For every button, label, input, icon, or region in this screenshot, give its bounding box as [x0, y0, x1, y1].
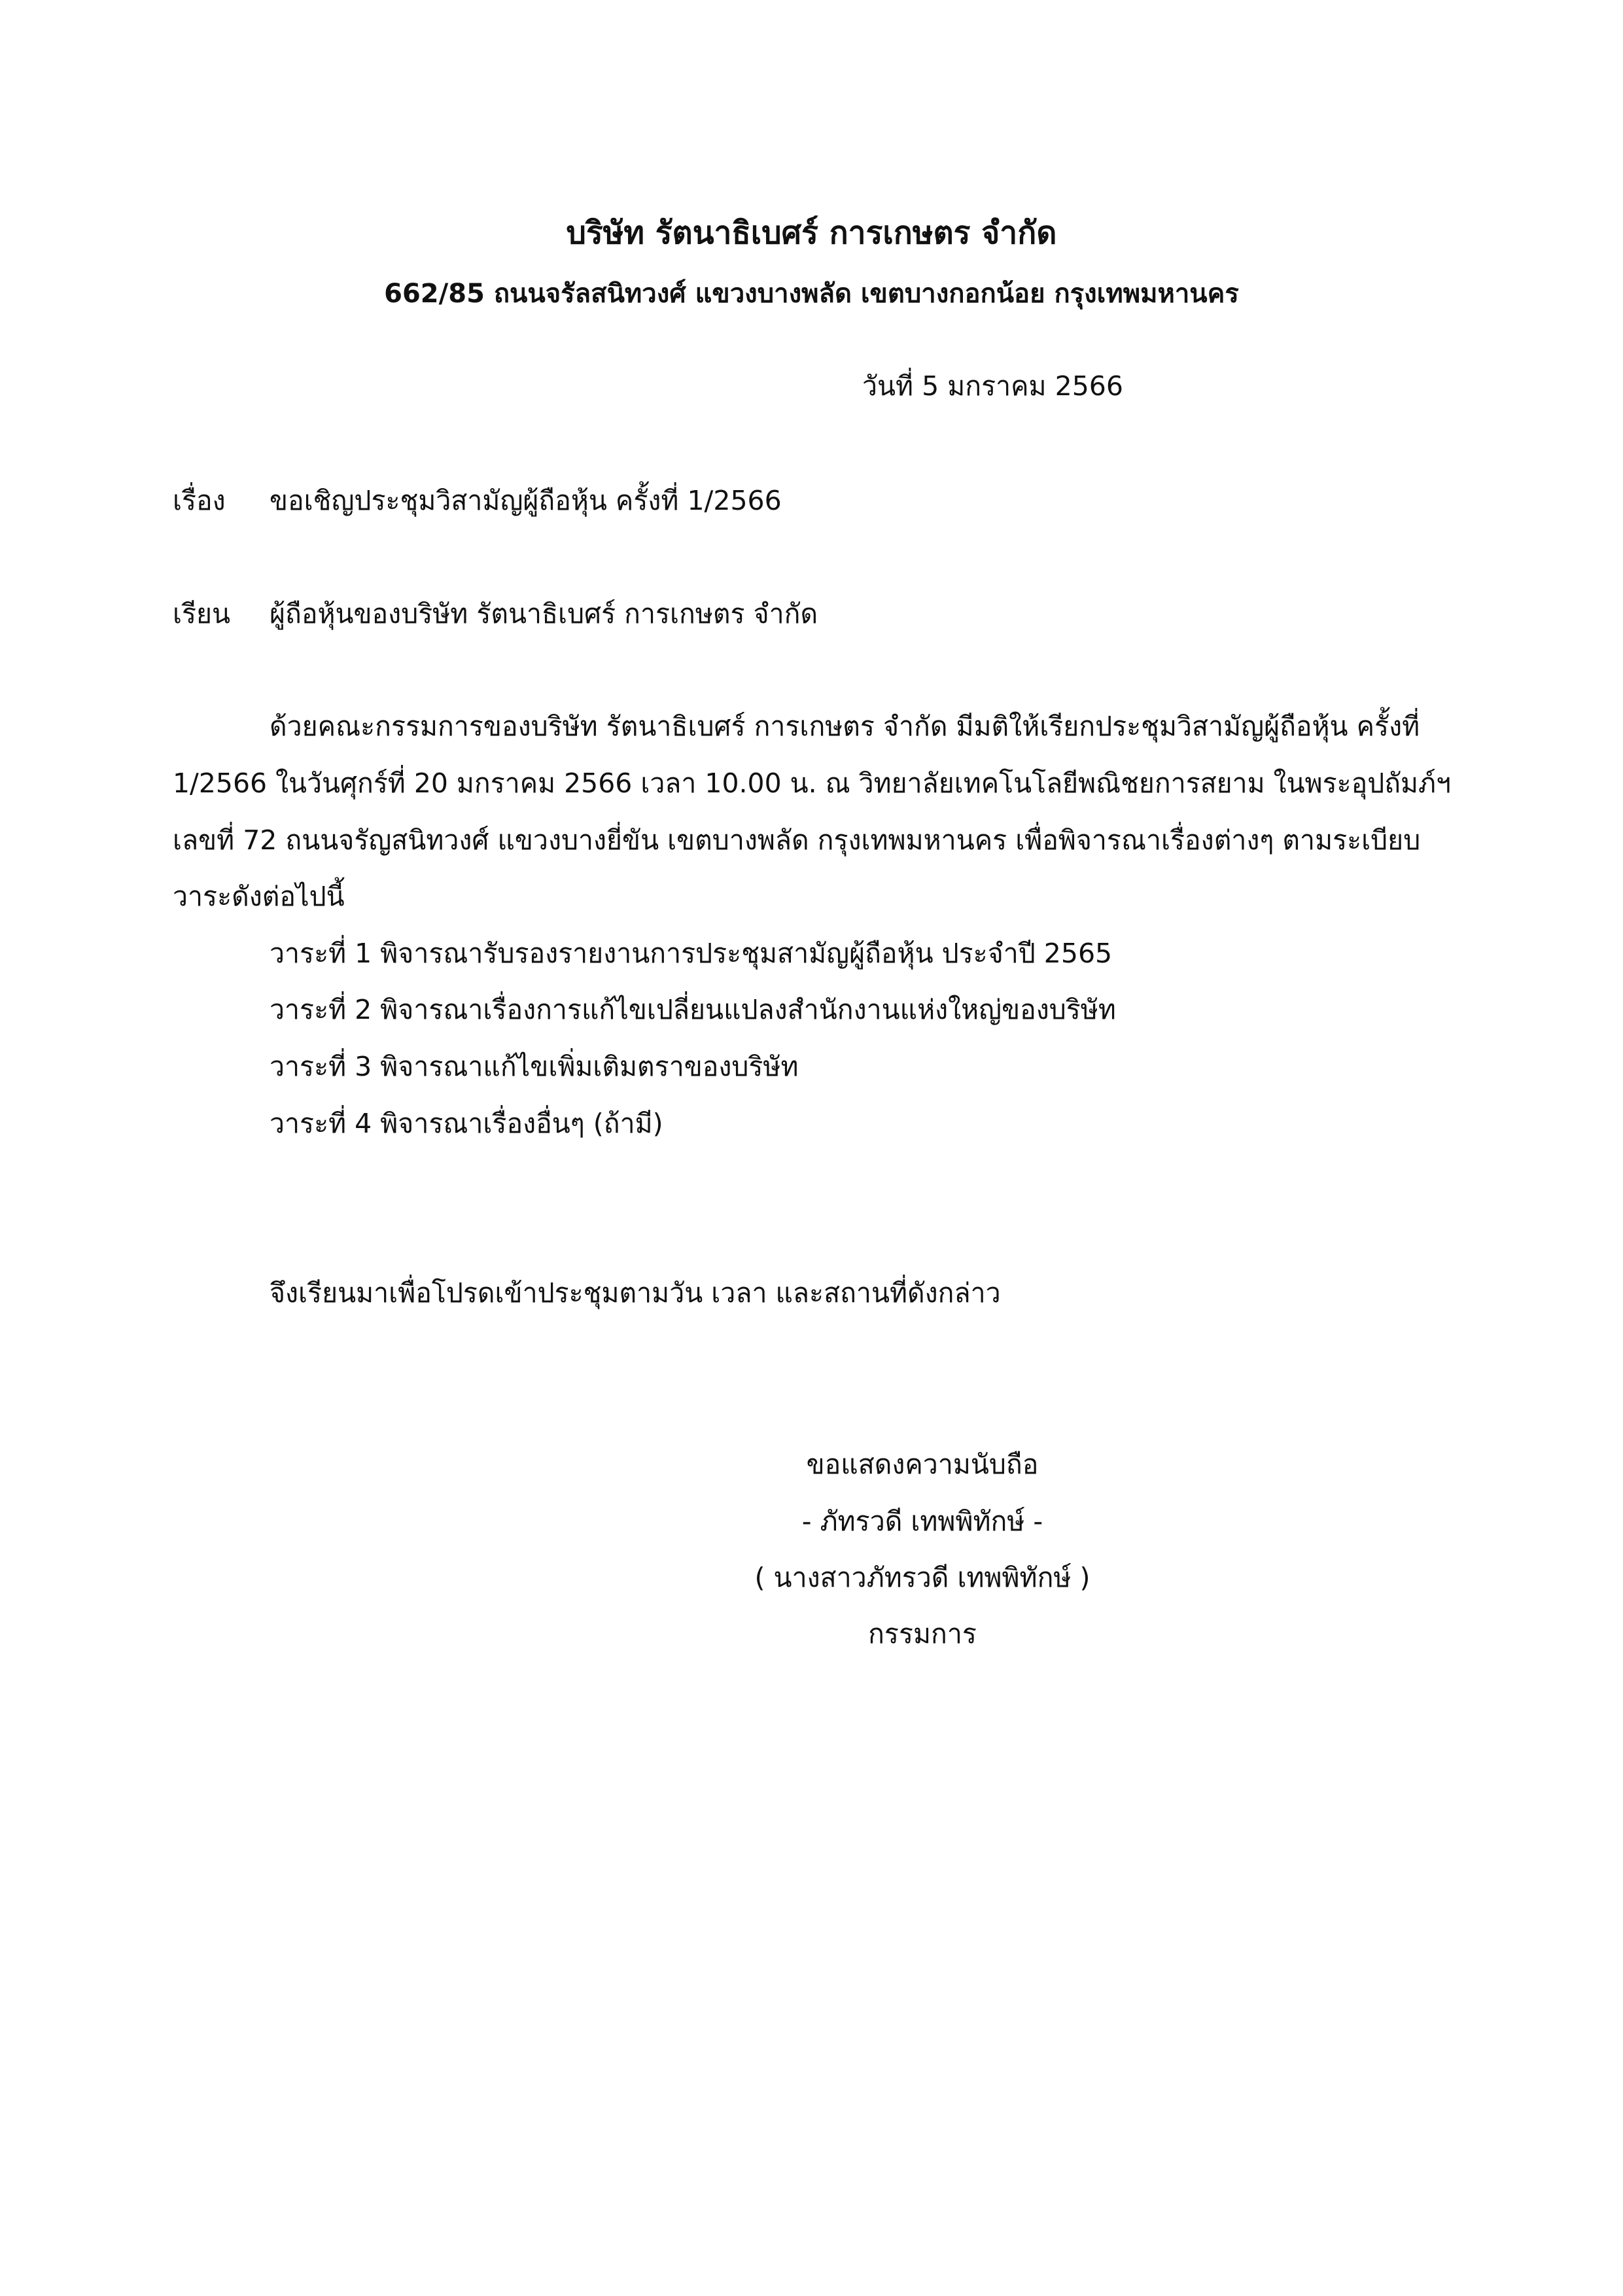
recipient-text: ผู้ถือหุ้นของบริษัท รัตนาธิเบศร์ การเกษตร จำกัด: [270, 598, 818, 629]
agenda-item: วาระที่ 1 พิจารณารับรองรายงานการประชุมสามัญผู้ถือหุ้น ประจำปี 2565: [270, 938, 1113, 969]
body-line: ด้วยคณะกรรมการของบริษัท รัตนาธิเบศร์ การเกษตร จำกัด มีมติให้เรียกประชุมวิสามัญผู้ถือหุ้น ครั้งที่: [270, 711, 1420, 742]
agenda-item: วาระที่ 3 พิจารณาแก้ไขเพิ่มเติมตราของบริษัท: [270, 1051, 799, 1082]
signer-name: ( นางสาวภัทรวดี เทพพิทักษ์ ): [754, 1562, 1091, 1593]
subject-text: ขอเชิญประชุมวิสามัญผู้ถือหุ้น ครั้งที่ 1/2566: [270, 485, 782, 516]
company-name: บริษัท รัตนาธิเบศร์ การเกษตร จำกัด: [566, 215, 1057, 251]
body-line: 1/2566 ในวันศุกร์ที่ 20 มกราคม 2566 เวลา 10.00 น. ณ วิทยาลัยเทคโนโลยีพณิชยการสยาม ในพระอุปถัมภ์ฯ: [173, 768, 1451, 799]
letter-date: วันที่ 5 มกราคม 2566: [862, 370, 1123, 402]
signature-text: - ภัทรวดี เทพพิทักษ์ -: [801, 1506, 1043, 1537]
signer-position: กรรมการ: [868, 1618, 977, 1650]
body-line: เลขที่ 72 ถนนจรัญสนิทวงศ์ แขวงบางยี่ขัน เขตบางพลัด กรุงเทพมหานคร เพื่อพิจารณาเรื่องต่างๆ ตามระเบียบ: [173, 824, 1421, 856]
body-line: วาระดังต่อไปนี้: [173, 881, 345, 912]
agenda-item: วาระที่ 4 พิจารณาเรื่องอื่นๆ (ถ้ามี): [270, 1108, 663, 1139]
company-address: 662/85 ถนนจรัลสนิทวงศ์ แขวงบางพลัด เขตบางกอกน้อย กรุงเทพมหานคร: [384, 279, 1239, 309]
agenda-item: วาระที่ 2 พิจารณาเรื่องการแก้ไขเปลี่ยนแปลงสำนักงานแห่งใหญ่ของบริษัท: [270, 994, 1116, 1025]
regards-text: ขอแสดงความนับถือ: [806, 1449, 1039, 1480]
recipient-label: เรียน: [173, 598, 231, 629]
closing-sentence: จึงเรียนมาเพื่อโปรดเข้าประชุมตามวัน เวลา และสถานที่ดังกล่าว: [270, 1277, 1001, 1309]
subject-label: เรื่อง: [173, 485, 226, 516]
